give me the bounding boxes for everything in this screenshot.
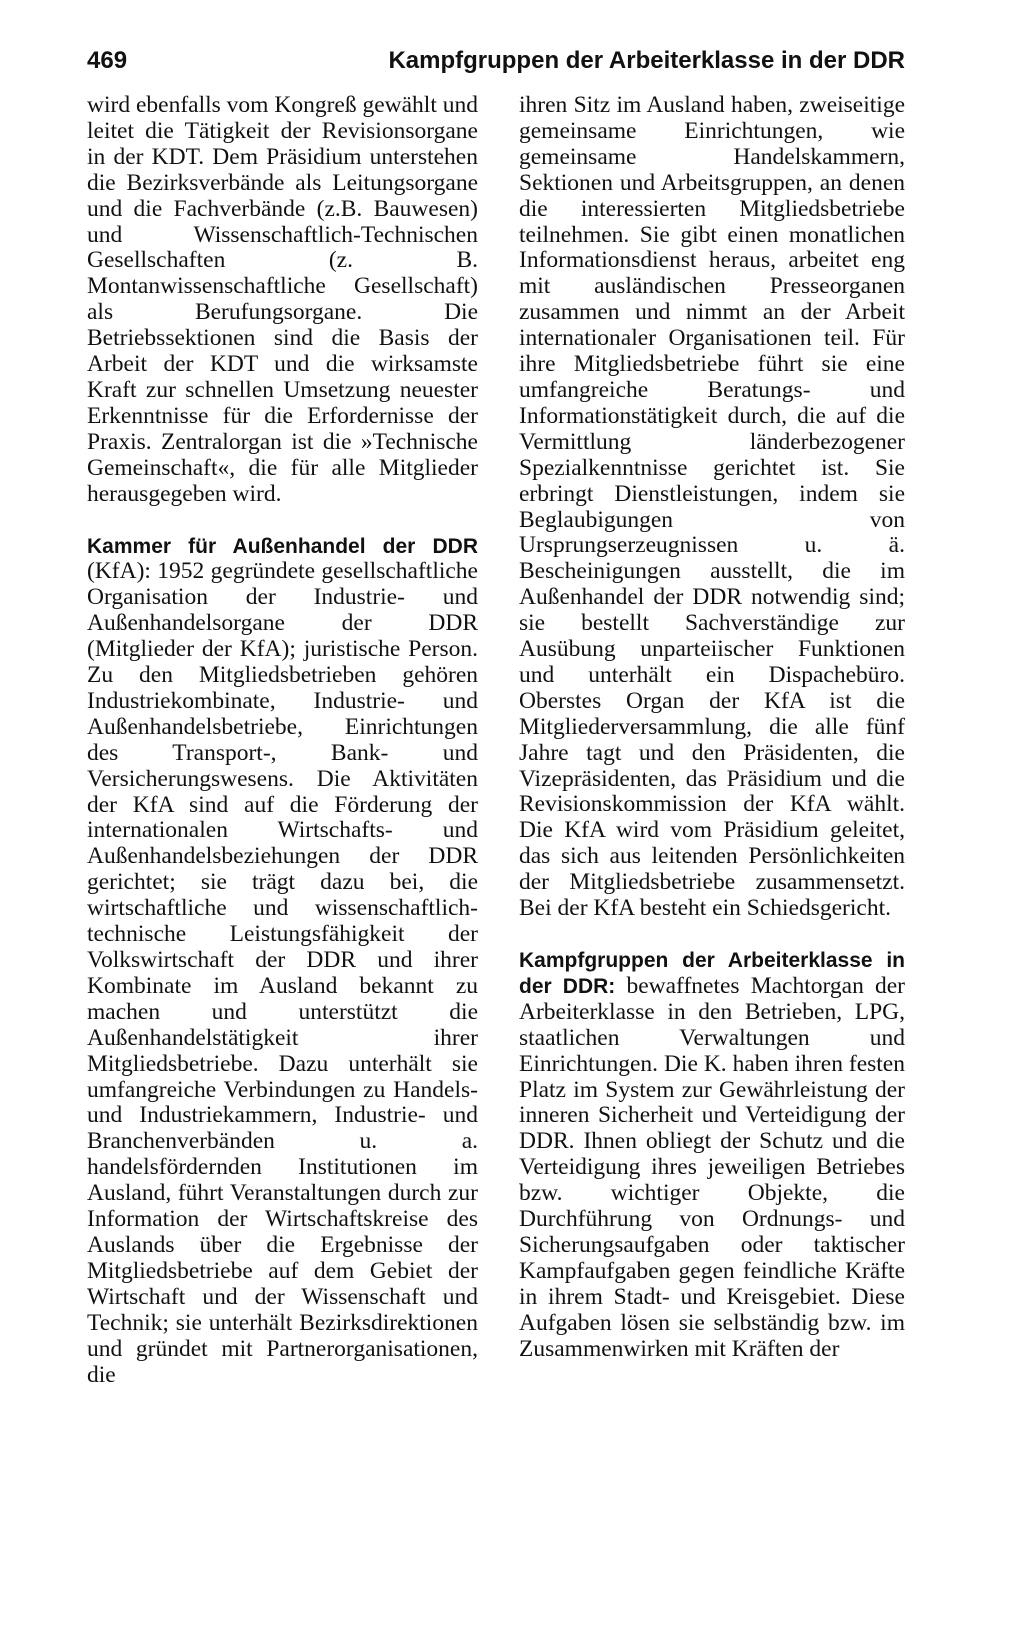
entry-kammer-fuer-aussenhandel: [87, 534, 478, 1389]
page-number: 469: [87, 47, 128, 74]
running-head: Kampfgruppen der Arbeiterklasse in der DDR: [388, 47, 905, 74]
continuation-paragraph: ihren Sitz im Ausland haben, zweiseitige gemeinsame Einrichtungen, wie gemeinsame Handelskammern, Sektionen und Arbeitsgruppen, an denen die interessierten Mitgliedsbetriebe teilnehmen. Sie gibt einen monatlichen Informationsdienst heraus, arbeitet eng mit ausländischen Presseorganen zusammen und nimmt an der Arbeit internationaler Organisationen teil. Für ihre Mitgliedsbetriebe führt sie eine umfangreiche Beratungs- und Informationstätigkeit durch, die auf die Vermittlung länderbezogener Spezialkenntnisse gerichtet ist. Sie erbringt Dienstleistungen, indem sie Beglaubigungen von Ursprungserzeugnissen u. ä. Bescheinigungen ausstellt, die im Außenhandel der DDR notwendig sind; sie bestellt Sachverständige zur Ausübung unparteiischer Funktionen und unterhält ein Dispachebüro. Oberstes Organ der KfA ist die Mitgliederversammlung, die alle fünf Jahre tagt und den Präsidenten, die Vizepräsidenten, das Präsidium und die Revisionskommission der KfA wählt. Die KfA wird vom Präsidium geleitet, das sich aus leitenden Persönlichkeiten der Mitgliedsbetriebe zusammensetzt. Bei der KfA besteht ein Schiedsgericht.: [519, 92, 905, 922]
continuation-paragraph: wird ebenfalls vom Kongreß gewählt und leitet die Tätigkeit der Revisionsorgane in der KDT. Dem Präsidium unterstehen die Bezirksverbände als Leitungsorgane und die Fachverbände (z.B. Bauwesen) und Wissenschaftlich-Technischen Gesellschaften (z. B. Montanwissenschaftliche Gesellschaft) als Berufungsorgane. Die Betriebssektionen sind die Basis der Arbeit der KDT und die wirksamste Kraft zur schnellen Umsetzung neuester Erkenntnisse für die Erfordernisse der Praxis. Zentralorgan ist die »Technische Gemeinschaft«, die für alle Mitglieder herausgegeben wird.: [87, 92, 478, 507]
entry-text: (KfA): 1952 gegründete gesellschaftliche Organisation der Industrie- und Außenhandelsorgane der DDR (Mitglieder der KfA); juristische Person. Zu den Mitgliedsbetrieben gehören Industriekombinate, Industrie- und Außenhandelsbetriebe, Einrichtungen des Transport-, Bank- und Versicherungswesens. Die Aktivitäten der KfA sind auf die Förderung der internationalen Wirtschafts- und Außenhandelsbeziehungen der DDR gerichtet; sie trägt dazu bei, die wirtschaftliche und wissenschaftlich-technische Leistungsfähigkeit der Volkswirtschaft der DDR und ihrer Kombinate im Ausland bekannt zu machen und unterstützt die Außenhandelstätigkeit ihrer Mitgliedsbetriebe. Dazu unterhält sie umfangreiche Verbindungen zu Handels- und Industriekammern, Industrie- und Branchenverbänden u. a. handelsfördernden Institutionen im Ausland, führt Veranstaltungen durch zur Information der Wirtschaftskreise des Auslands über die Ergebnisse der Mitgliedsbetriebe auf dem Gebiet der Wirtschaft und der Wissenschaft und Technik; sie unterhält Bezirksdirektionen und gründet mit Partnerorganisationen, die: [87, 558, 478, 1388]
entry-term: Kammer für Außenhandel der DDR: [87, 534, 478, 558]
entry-term: Kampfgruppen der Arbeiterklasse in der DDR:: [519, 949, 905, 998]
entry-kampfgruppen: [519, 948, 905, 1363]
left-column: [87, 93, 478, 1388]
entry-text: bewaffnetes Machtorgan der Arbeiterklasse in den Betrieben, LPG, staatlichen Verwaltungen und Einrichtungen. Die K. haben ihren festen Platz im System zur Gewährleistung der inneren Sicherheit und Verteidigung der DDR. Ihnen obliegt der Schutz und die Verteidigung ihres jeweiligen Betriebes bzw. wichtiger Objekte, die Durchführung von Ordnungs- und Sicherungsaufgaben oder taktischer Kampfaufgaben gegen feindliche Kräfte in ihrem Stadt- und Kreisgebiet. Diese Aufgaben lösen sie selbständig bzw. im Zusammenwirken mit Kräften der: [519, 972, 905, 1362]
right-column: [519, 93, 905, 1363]
page-header: [87, 44, 905, 78]
